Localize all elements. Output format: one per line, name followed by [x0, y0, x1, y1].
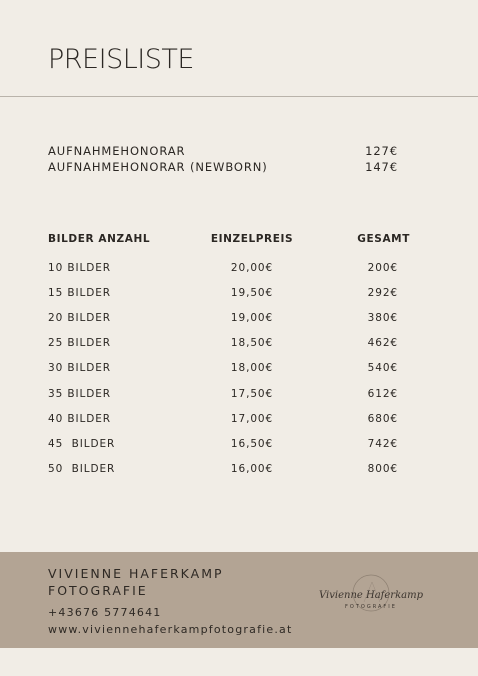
table-row — [48, 457, 410, 482]
brand-logo — [306, 572, 436, 622]
fee-price: 127€ — [365, 144, 398, 158]
cell-count: 10 BILDER — [48, 261, 111, 274]
table-row — [48, 255, 410, 280]
price-table — [48, 230, 410, 482]
cell-total: 800€ — [367, 463, 398, 476]
cell-unit-price: 17,50€ — [230, 387, 274, 400]
cell-total: 540€ — [367, 362, 398, 375]
footer — [0, 552, 478, 648]
cell-count: 40 BILDER — [48, 412, 111, 425]
cell-total: 680€ — [367, 412, 398, 425]
logo-script: Vivienne Haferkamp — [319, 590, 423, 601]
table-row — [48, 280, 410, 305]
cell-unit-price: 16,00€ — [230, 463, 274, 476]
cell-count: 50 BILDER — [48, 463, 116, 476]
header-einzelpreis: EINZELPREIS — [210, 233, 294, 245]
cell-count: 45 BILDER — [48, 437, 116, 450]
studio-name-line2: FOTOGRAFIE — [48, 583, 148, 598]
header-bilder-anzahl: BILDER ANZAHL — [48, 233, 151, 245]
studio-name-line1: VIVIENNE HAFERKAMP — [48, 566, 224, 581]
cell-count: 20 BILDER — [48, 311, 111, 324]
phone-number: +43676 5774641 — [48, 606, 162, 619]
cell-count: 25 BILDER — [48, 337, 111, 350]
fee-label: AUFNAHMEHONORAR (NEWBORN) — [48, 160, 268, 174]
table-row — [48, 381, 410, 406]
fee-row — [48, 159, 398, 175]
cell-count: 35 BILDER — [48, 387, 111, 400]
table-row — [48, 431, 410, 456]
table-header — [48, 230, 410, 248]
bottom-band — [0, 648, 478, 676]
cell-total: 742€ — [367, 437, 398, 450]
table-row — [48, 406, 410, 431]
cell-total: 380€ — [367, 311, 398, 324]
fee-row — [48, 143, 398, 159]
cell-count: 15 BILDER — [48, 286, 111, 299]
cell-total: 462€ — [367, 337, 398, 350]
divider — [0, 96, 478, 97]
logo-subtitle: FOTOGRAFIE — [345, 604, 397, 610]
fee-label: AUFNAHMEHONORAR — [48, 144, 186, 158]
cell-unit-price: 17,00€ — [230, 412, 274, 425]
cell-unit-price: 16,50€ — [230, 437, 274, 450]
table-row — [48, 331, 410, 356]
fees-list — [48, 143, 398, 175]
table-row — [48, 305, 410, 330]
cell-count: 30 BILDER — [48, 362, 111, 375]
cell-unit-price: 18,00€ — [230, 362, 274, 375]
cell-unit-price: 19,00€ — [230, 311, 274, 324]
cell-total: 292€ — [367, 286, 398, 299]
studio-name — [48, 565, 224, 599]
page-title: PREISLISTE — [48, 44, 194, 75]
cell-unit-price: 20,00€ — [230, 261, 274, 274]
cell-total: 612€ — [367, 387, 398, 400]
cell-unit-price: 19,50€ — [230, 286, 274, 299]
cell-total: 200€ — [367, 261, 398, 274]
table-row — [48, 356, 410, 381]
cell-unit-price: 18,50€ — [230, 337, 274, 350]
fee-price: 147€ — [365, 160, 398, 174]
header-gesamt: GESAMT — [357, 233, 410, 245]
website-link[interactable]: www.viviennehaferkampfotografie.at — [48, 623, 293, 636]
